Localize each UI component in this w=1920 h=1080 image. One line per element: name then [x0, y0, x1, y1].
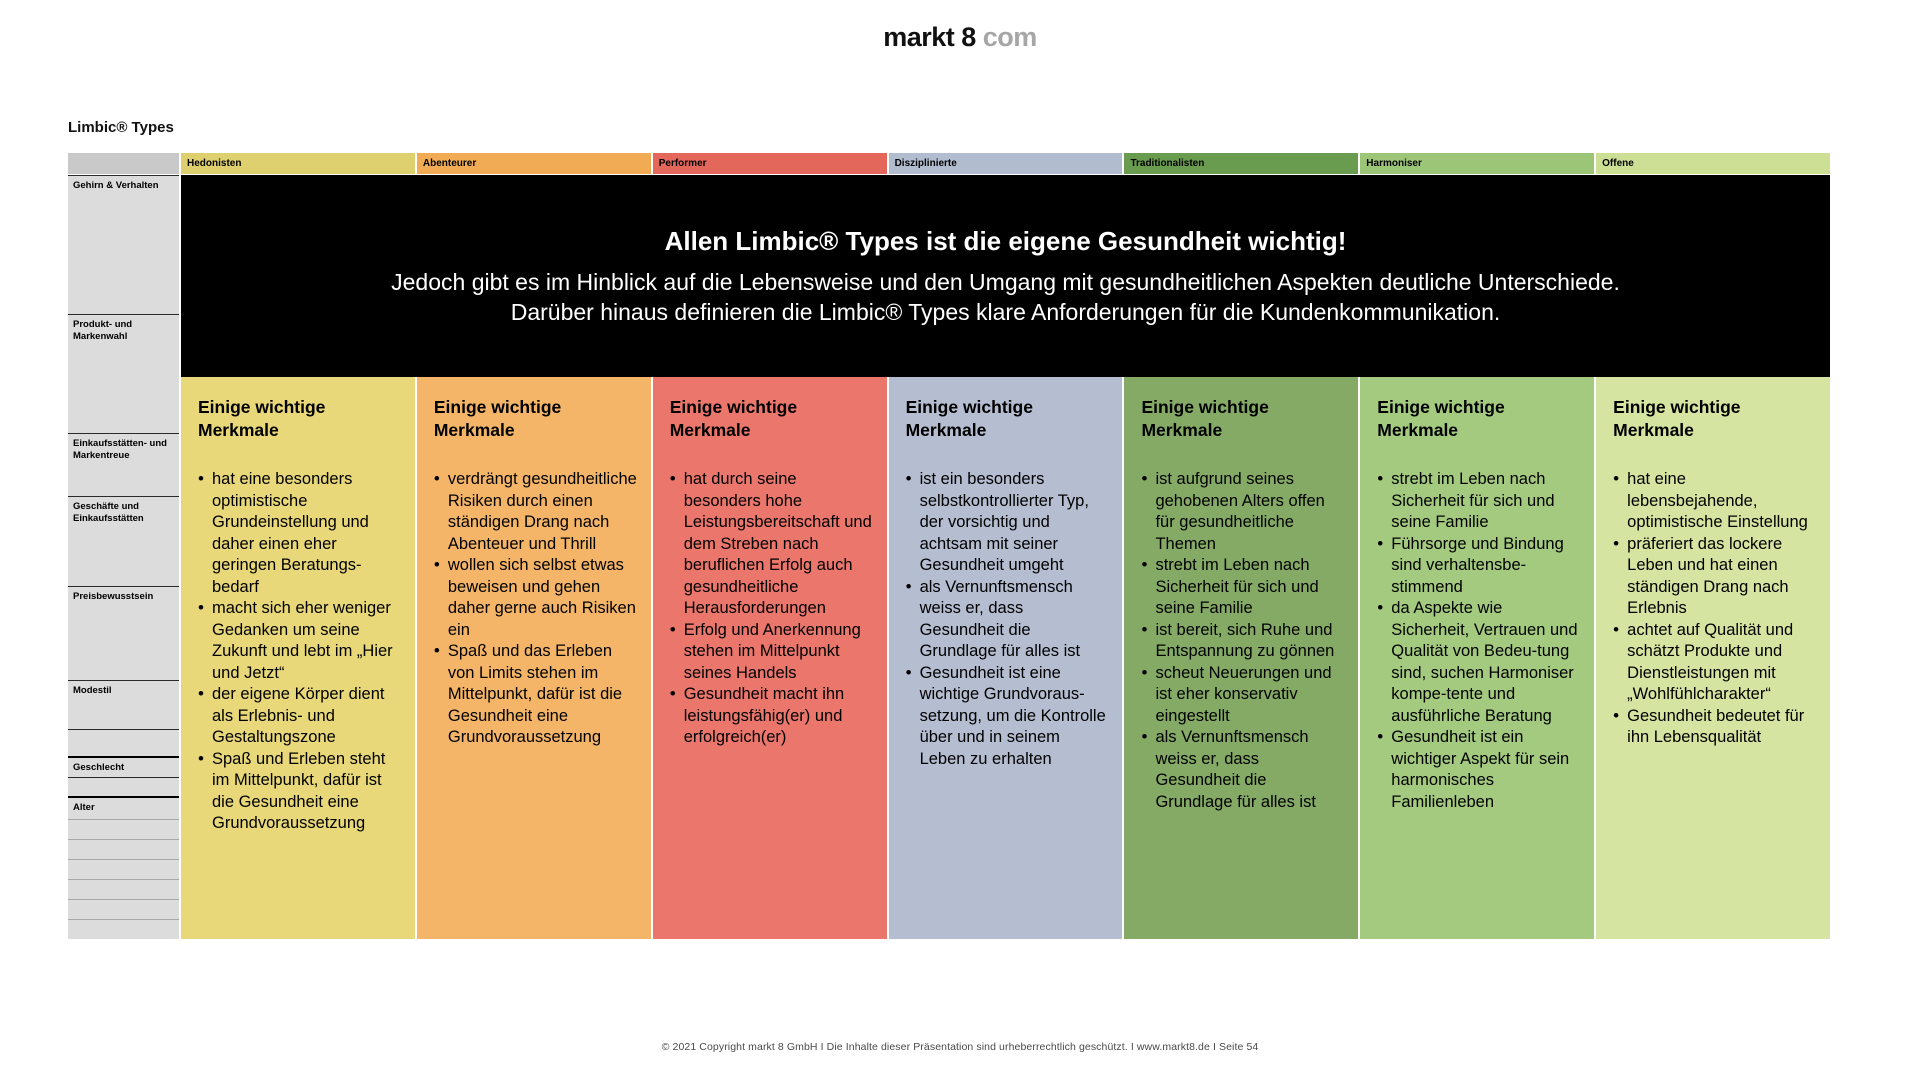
brand-name-black: markt 8: [883, 22, 976, 52]
sidebar-row-alter: Alter: [68, 796, 179, 819]
bullet-item: • ist ein besonders selbstkontrollierter Typ, der vorsichtig und achtsam mit seiner Gesundheit umgeht: [905, 469, 1110, 577]
bullet-item: • präferiert das lockere Leben und hat einen ständigen Drang nach Erlebnis: [1612, 534, 1817, 620]
column-heading: Einige wichtige Merkmale: [1377, 397, 1505, 440]
column-performer: [653, 377, 887, 939]
sidebar-row-einkaufsstätten-und-markentreue: Einkaufsstätten- und Markentreue: [68, 433, 179, 496]
brand-name-gray: com: [982, 22, 1037, 52]
sidebar-empty-row: [68, 899, 179, 919]
bullet-item: • macht sich eher weniger Gedanken um seine Zukunft und lebt im „Hier und Jetzt“: [197, 598, 402, 684]
bullet-item: • hat eine besonders optimistische Grundeinstellung und daher einen eher geringen Beratungs-bedarf: [197, 469, 402, 598]
banner-headline: Allen Limbic® Types ist die eigene Gesundheit wichtig!: [664, 226, 1347, 256]
sidebar: [68, 175, 179, 939]
column-hedonisten: [181, 377, 415, 939]
brand-logo: [0, 22, 1920, 53]
column-abenteurer: [417, 377, 651, 939]
column-header-disziplinierte: Disziplinierte: [889, 153, 1123, 174]
bullet-item: • ist bereit, sich Ruhe und Entspannung zu gönnen: [1140, 620, 1345, 663]
bullet-item: • Erfolg und Anerkennung stehen im Mittelpunkt seines Handels: [669, 620, 874, 685]
column-header-abenteurer: Abenteurer: [417, 153, 651, 174]
sidebar-row-produkt-und-markenwahl: Produkt- und Markenwahl: [68, 314, 179, 433]
bullet-list: [1140, 469, 1345, 813]
table-body: [68, 175, 1830, 939]
column-disziplinierte: [889, 377, 1123, 939]
sidebar-row-modestil: Modestil: [68, 680, 179, 729]
page-title: Limbic® Types: [68, 119, 174, 136]
bullet-item: • achtet auf Qualität und schätzt Produkte und Dienstleistungen mit „Wohlfühlcharakter“: [1612, 620, 1817, 706]
sidebar-row-preisbewusstsein: Preisbewusstsein: [68, 586, 179, 680]
sidebar-empty-row: [68, 919, 179, 939]
bullet-item: • hat eine lebensbejahende, optimistische Einstellung: [1612, 469, 1817, 534]
column-headers: [68, 153, 1830, 174]
sidebar-row-gehirn-verhalten: Gehirn & Verhalten: [68, 175, 179, 314]
bullet-item: • hat durch seine besonders hohe Leistungsbereitschaft und dem Streben nach beruflichen Erfolg auch gesundheitliche Herausforderungen: [669, 469, 874, 620]
column-header-hedonisten: Hedonisten: [181, 153, 415, 174]
bullet-item: • Spaß und das Erleben von Limits stehen im Mittelpunkt, dafür ist die Gesundheit eine Grundvoraussetzung: [433, 641, 638, 749]
bullet-list: [433, 469, 638, 749]
sidebar-empty-row: [68, 777, 179, 796]
column-heading: Einige wichtige Merkmale: [433, 397, 562, 440]
column-header-offene: Offene: [1596, 153, 1830, 174]
sidebar-empty-row: [68, 819, 179, 839]
column-offene: [1596, 377, 1830, 939]
column-header-harmoniser: Harmoniser: [1360, 153, 1594, 174]
sidebar-row-geschlecht: Geschlecht: [68, 756, 179, 777]
bullet-item: • strebt im Leben nach Sicherheit für sich und seine Familie: [1140, 555, 1345, 620]
bullet-item: • als Vernunftsmensch weiss er, dass Gesundheit die Grundlage für alles ist: [1140, 727, 1345, 813]
banner-line3: Darüber hinaus definieren die Limbic® Types klare Anforderungen für die Kundenkommunikation.: [510, 299, 1501, 325]
bullet-list: [905, 469, 1110, 770]
bullet-item: • wollen sich selbst etwas beweisen und gehen daher gerne auch Risiken ein: [433, 555, 638, 641]
bullet-item: • strebt im Leben nach Sicherheit für sich und seine Familie: [1376, 469, 1581, 534]
bullet-list: [669, 469, 874, 749]
bullet-list: [1612, 469, 1817, 749]
sidebar-empty-row: [68, 859, 179, 879]
bullet-item: • Gesundheit macht ihn leistungsfähig(er) und erfolgreich(er): [669, 684, 874, 749]
bullet-item: • ist aufgrund seines gehobenen Alters offen für gesundheitliche Themen: [1140, 469, 1345, 555]
bullet-item: • scheut Neuerungen und ist eher konservativ eingestellt: [1140, 663, 1345, 728]
sidebar-empty-row: [68, 839, 179, 859]
bullet-list: [197, 469, 402, 835]
bullet-item: • als Vernunftsmensch weiss er, dass Gesundheit die Grundlage für alles ist: [905, 577, 1110, 663]
column-heading: Einige wichtige Merkmale: [1613, 397, 1741, 440]
column-heading: Einige wichtige Merkmale: [1141, 397, 1269, 440]
column-heading: Einige wichtige Merkmale: [669, 397, 798, 440]
column-heading: Einige wichtige Merkmale: [198, 397, 326, 440]
banner-line2: Jedoch gibt es im Hinblick auf die Lebensweise und den Umgang mit gesundheitlichen Aspekten deutliche Unterschiede.: [391, 269, 1620, 295]
column-header-traditionalisten: Traditionalisten: [1124, 153, 1358, 174]
bullet-item: • der eigene Körper dient als Erlebnis- und Gestaltungszone: [197, 684, 402, 749]
main-area: [181, 175, 1830, 939]
bullet-item: • verdrängt gesundheitliche Risiken durch einen ständigen Drang nach Abenteuer und Thrill: [433, 469, 638, 555]
bullet-item: • Spaß und Erleben steht im Mittelpunkt, dafür ist die Gesundheit eine Grundvoraussetzung: [197, 749, 402, 835]
column-traditionalisten: [1124, 377, 1358, 939]
columns: [181, 377, 1830, 939]
table-corner-cell: [68, 153, 179, 174]
bullet-item: • Führsorge und Bindung sind verhaltensbe-stimmend: [1376, 534, 1581, 599]
key-message-banner: [181, 175, 1830, 377]
bullet-item: • Gesundheit bedeutet für ihn Lebensqualität: [1612, 706, 1817, 749]
footer-copyright: © 2021 Copyright markt 8 GmbH I Die Inhalte dieser Präsentation sind urheberrechtlich geschützt. I www.markt8.de I Seite 54: [661, 1041, 1259, 1053]
column-harmoniser: [1360, 377, 1594, 939]
column-heading: Einige wichtige Merkmale: [905, 397, 1033, 440]
column-header-performer: Performer: [653, 153, 887, 174]
bullet-item: • da Aspekte wie Sicherheit, Vertrauen und Qualität von Bedeu-tung sind, suchen Harmoniser kompe-tente und ausführliche Beratung: [1376, 598, 1581, 727]
limbic-types-table: [68, 153, 1830, 939]
bullet-list: [1376, 469, 1581, 813]
sidebar-row-geschäfte-und-einkaufsstätten: Geschäfte und Einkaufsstätten: [68, 496, 179, 586]
bullet-item: • Gesundheit ist eine wichtige Grundvoraus-setzung, um die Kontrolle über und in seinem Leben zu erhalten: [905, 663, 1110, 771]
sidebar-empty-row: [68, 729, 179, 756]
sidebar-empty-row: [68, 879, 179, 899]
bullet-item: • Gesundheit ist ein wichtiger Aspekt für sein harmonisches Familienleben: [1376, 727, 1581, 813]
